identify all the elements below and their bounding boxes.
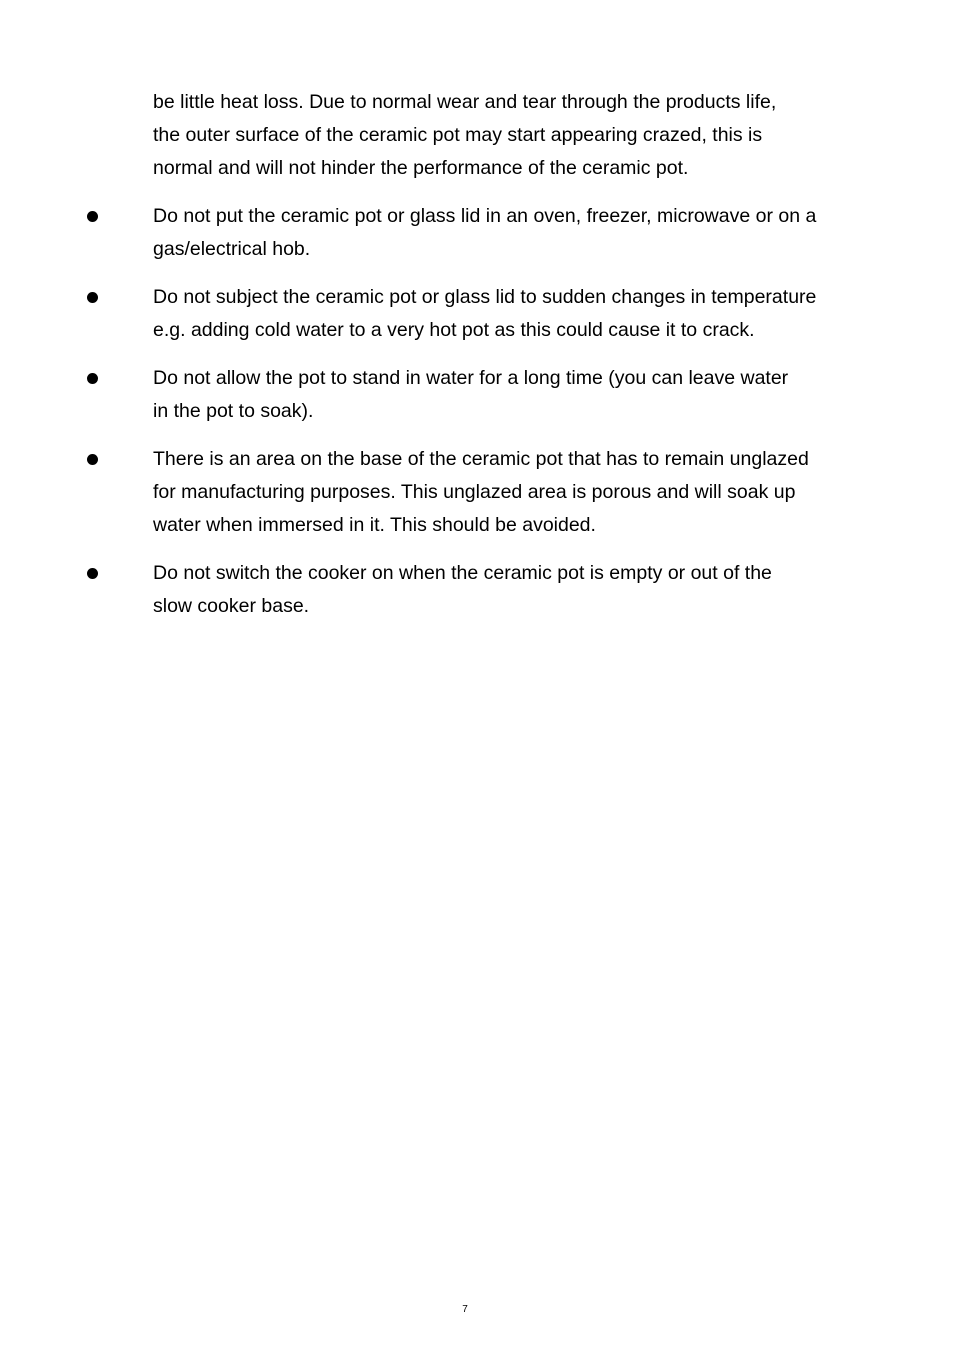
bullet-item <box>0 200 954 266</box>
bullet-icon <box>87 292 98 303</box>
text-line: There is an area on the base of the ceramic pot that has to remain unglazed <box>153 448 809 470</box>
page-number: 7 <box>462 1304 468 1315</box>
text-line: slow cooker base. <box>153 595 310 617</box>
bullet-icon <box>87 211 98 222</box>
safety-bullet-list <box>0 200 954 638</box>
bullet-text <box>153 362 868 428</box>
bullet-icon <box>87 454 98 465</box>
text-line: water when immersed in it. This should be avoided. <box>153 514 596 536</box>
text-line: the outer surface of the ceramic pot may start appearing crazed, this is <box>153 124 763 146</box>
bullet-item <box>0 362 954 428</box>
bullet-text <box>153 557 868 623</box>
text-line: for manufacturing purposes. This unglazed area is porous and will soak up <box>153 481 796 503</box>
bullet-text <box>153 200 868 266</box>
text-line: in the pot to soak). <box>153 400 314 422</box>
text-line: gas/electrical hob. <box>153 238 311 260</box>
bullet-item <box>0 557 954 623</box>
text-line: e.g. adding cold water to a very hot pot as this could cause it to crack. <box>153 319 755 341</box>
bullet-text <box>153 281 868 347</box>
text-line: be little heat loss. Due to normal wear and tear through the products life, <box>153 91 777 113</box>
bullet-icon <box>87 373 98 384</box>
text-line: Do not switch the cooker on when the ceramic pot is empty or out of the <box>153 562 772 584</box>
bullet-item <box>0 281 954 347</box>
text-line: Do not subject the ceramic pot or glass lid to sudden changes in temperature <box>153 286 817 308</box>
bullet-text <box>153 443 868 542</box>
text-line: Do not allow the pot to stand in water for a long time (you can leave water <box>153 367 789 389</box>
text-line: normal and will not hinder the performance of the ceramic pot. <box>153 157 689 179</box>
continuation-paragraph <box>153 86 868 185</box>
text-line: Do not put the ceramic pot or glass lid in an oven, freezer, microwave or on a <box>153 205 817 227</box>
bullet-icon <box>87 568 98 579</box>
bullet-item <box>0 443 954 542</box>
